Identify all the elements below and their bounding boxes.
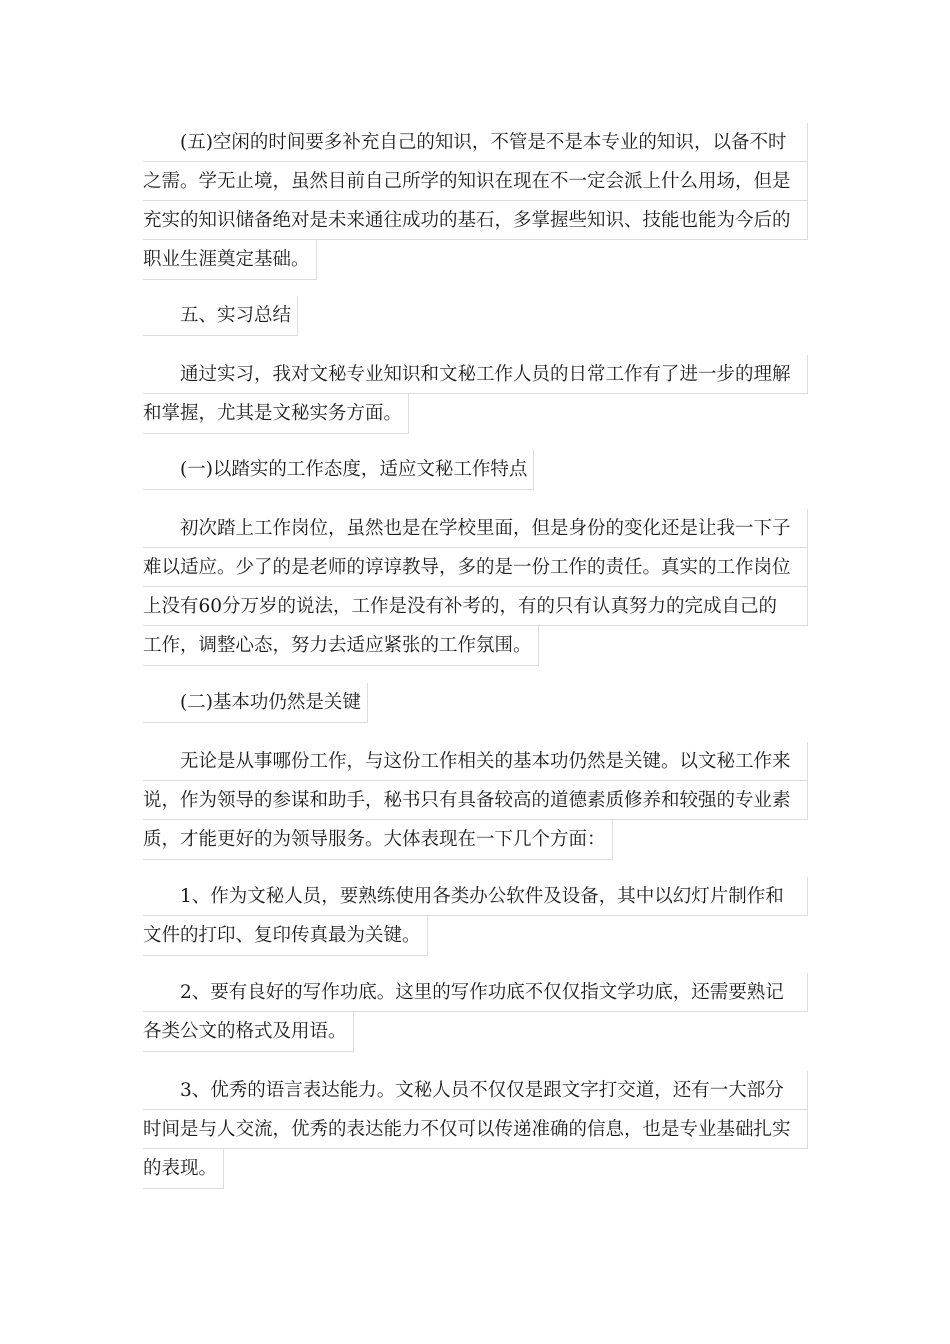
list-item-writing-skills xyxy=(143,973,808,1056)
text-line: 无论是从事哪份工作，与这份工作相关的基本功仍然是关键。以文秘工作来 xyxy=(143,742,808,781)
text-line: 职业生涯奠定基础。 xyxy=(143,240,317,280)
text-line: 的表现。 xyxy=(143,1149,224,1189)
text-line: 之需。学无止境，虽然目前自己所学的知识在现在不一定会派上什么用场，但是 xyxy=(143,162,808,201)
list-item-language-skills xyxy=(143,1071,808,1193)
subheading-work-attitude xyxy=(143,450,808,494)
text-line: 时间是与人交流，优秀的表达能力不仅可以传递准确的信息，也是专业基础扎实 xyxy=(143,1110,808,1149)
text-line: 文件的打印、复印传真最为关键。 xyxy=(143,916,428,956)
text-line: 各类公文的格式及用语。 xyxy=(143,1012,354,1052)
list-item-office-software xyxy=(143,877,808,960)
text-line: 难以适应。少了的是老师的谆谆教导，多的是一份工作的责任。真实的工作岗位 xyxy=(143,548,808,587)
text-line: 初次踏上工作岗位，虽然也是在学校里面，但是身份的变化还是让我一下子 xyxy=(143,509,808,548)
text-line: 上没有60分万岁的说法，工作是没有补考的，有的只有认真努力的完成自己的 xyxy=(143,587,808,626)
paragraph-first-job xyxy=(143,509,808,670)
text-line: 质，才能更好的为领导服务。大体表现在一下几个方面： xyxy=(143,820,613,860)
text-line: 2、要有良好的写作功底。这里的写作功底不仅仅指文学功底，还需要熟记 xyxy=(143,973,808,1012)
heading-line: 五、实习总结 xyxy=(143,296,298,336)
text-line: 通过实习，我对文秘专业知识和文秘工作人员的日常工作有了进一步的理解 xyxy=(143,355,808,394)
text-line: 和掌握，尤其是文秘实务方面。 xyxy=(143,394,409,434)
section-heading-internship-summary xyxy=(143,296,808,340)
paragraph-basic-skills xyxy=(143,742,808,864)
text-line: 3、优秀的语言表达能力。文秘人员不仅仅是跟文字打交道，还有一大部分 xyxy=(143,1071,808,1110)
text-line: (五)空闲的时间要多补充自己的知识，不管是不是本专业的知识，以备不时 xyxy=(143,123,808,162)
paragraph-knowledge-supplement xyxy=(143,123,808,284)
text-line: 说，作为领导的参谋和助手，秘书只有具备较高的道德素质修养和较强的专业素 xyxy=(143,781,808,820)
text-line: 充实的知识储备绝对是未来通往成功的基石，多掌握些知识、技能也能为今后的 xyxy=(143,201,808,240)
heading-line: (二)基本功仍然是关键 xyxy=(143,683,368,723)
heading-line: (一)以踏实的工作态度，适应文秘工作特点 xyxy=(143,450,534,490)
paragraph-summary-intro xyxy=(143,355,808,438)
subheading-basic-skills xyxy=(143,683,808,727)
text-line: 工作，调整心态，努力去适应紧张的工作氛围。 xyxy=(143,626,539,666)
text-line: 1、作为文秘人员，要熟练使用各类办公软件及设备，其中以幻灯片制作和 xyxy=(143,877,808,916)
